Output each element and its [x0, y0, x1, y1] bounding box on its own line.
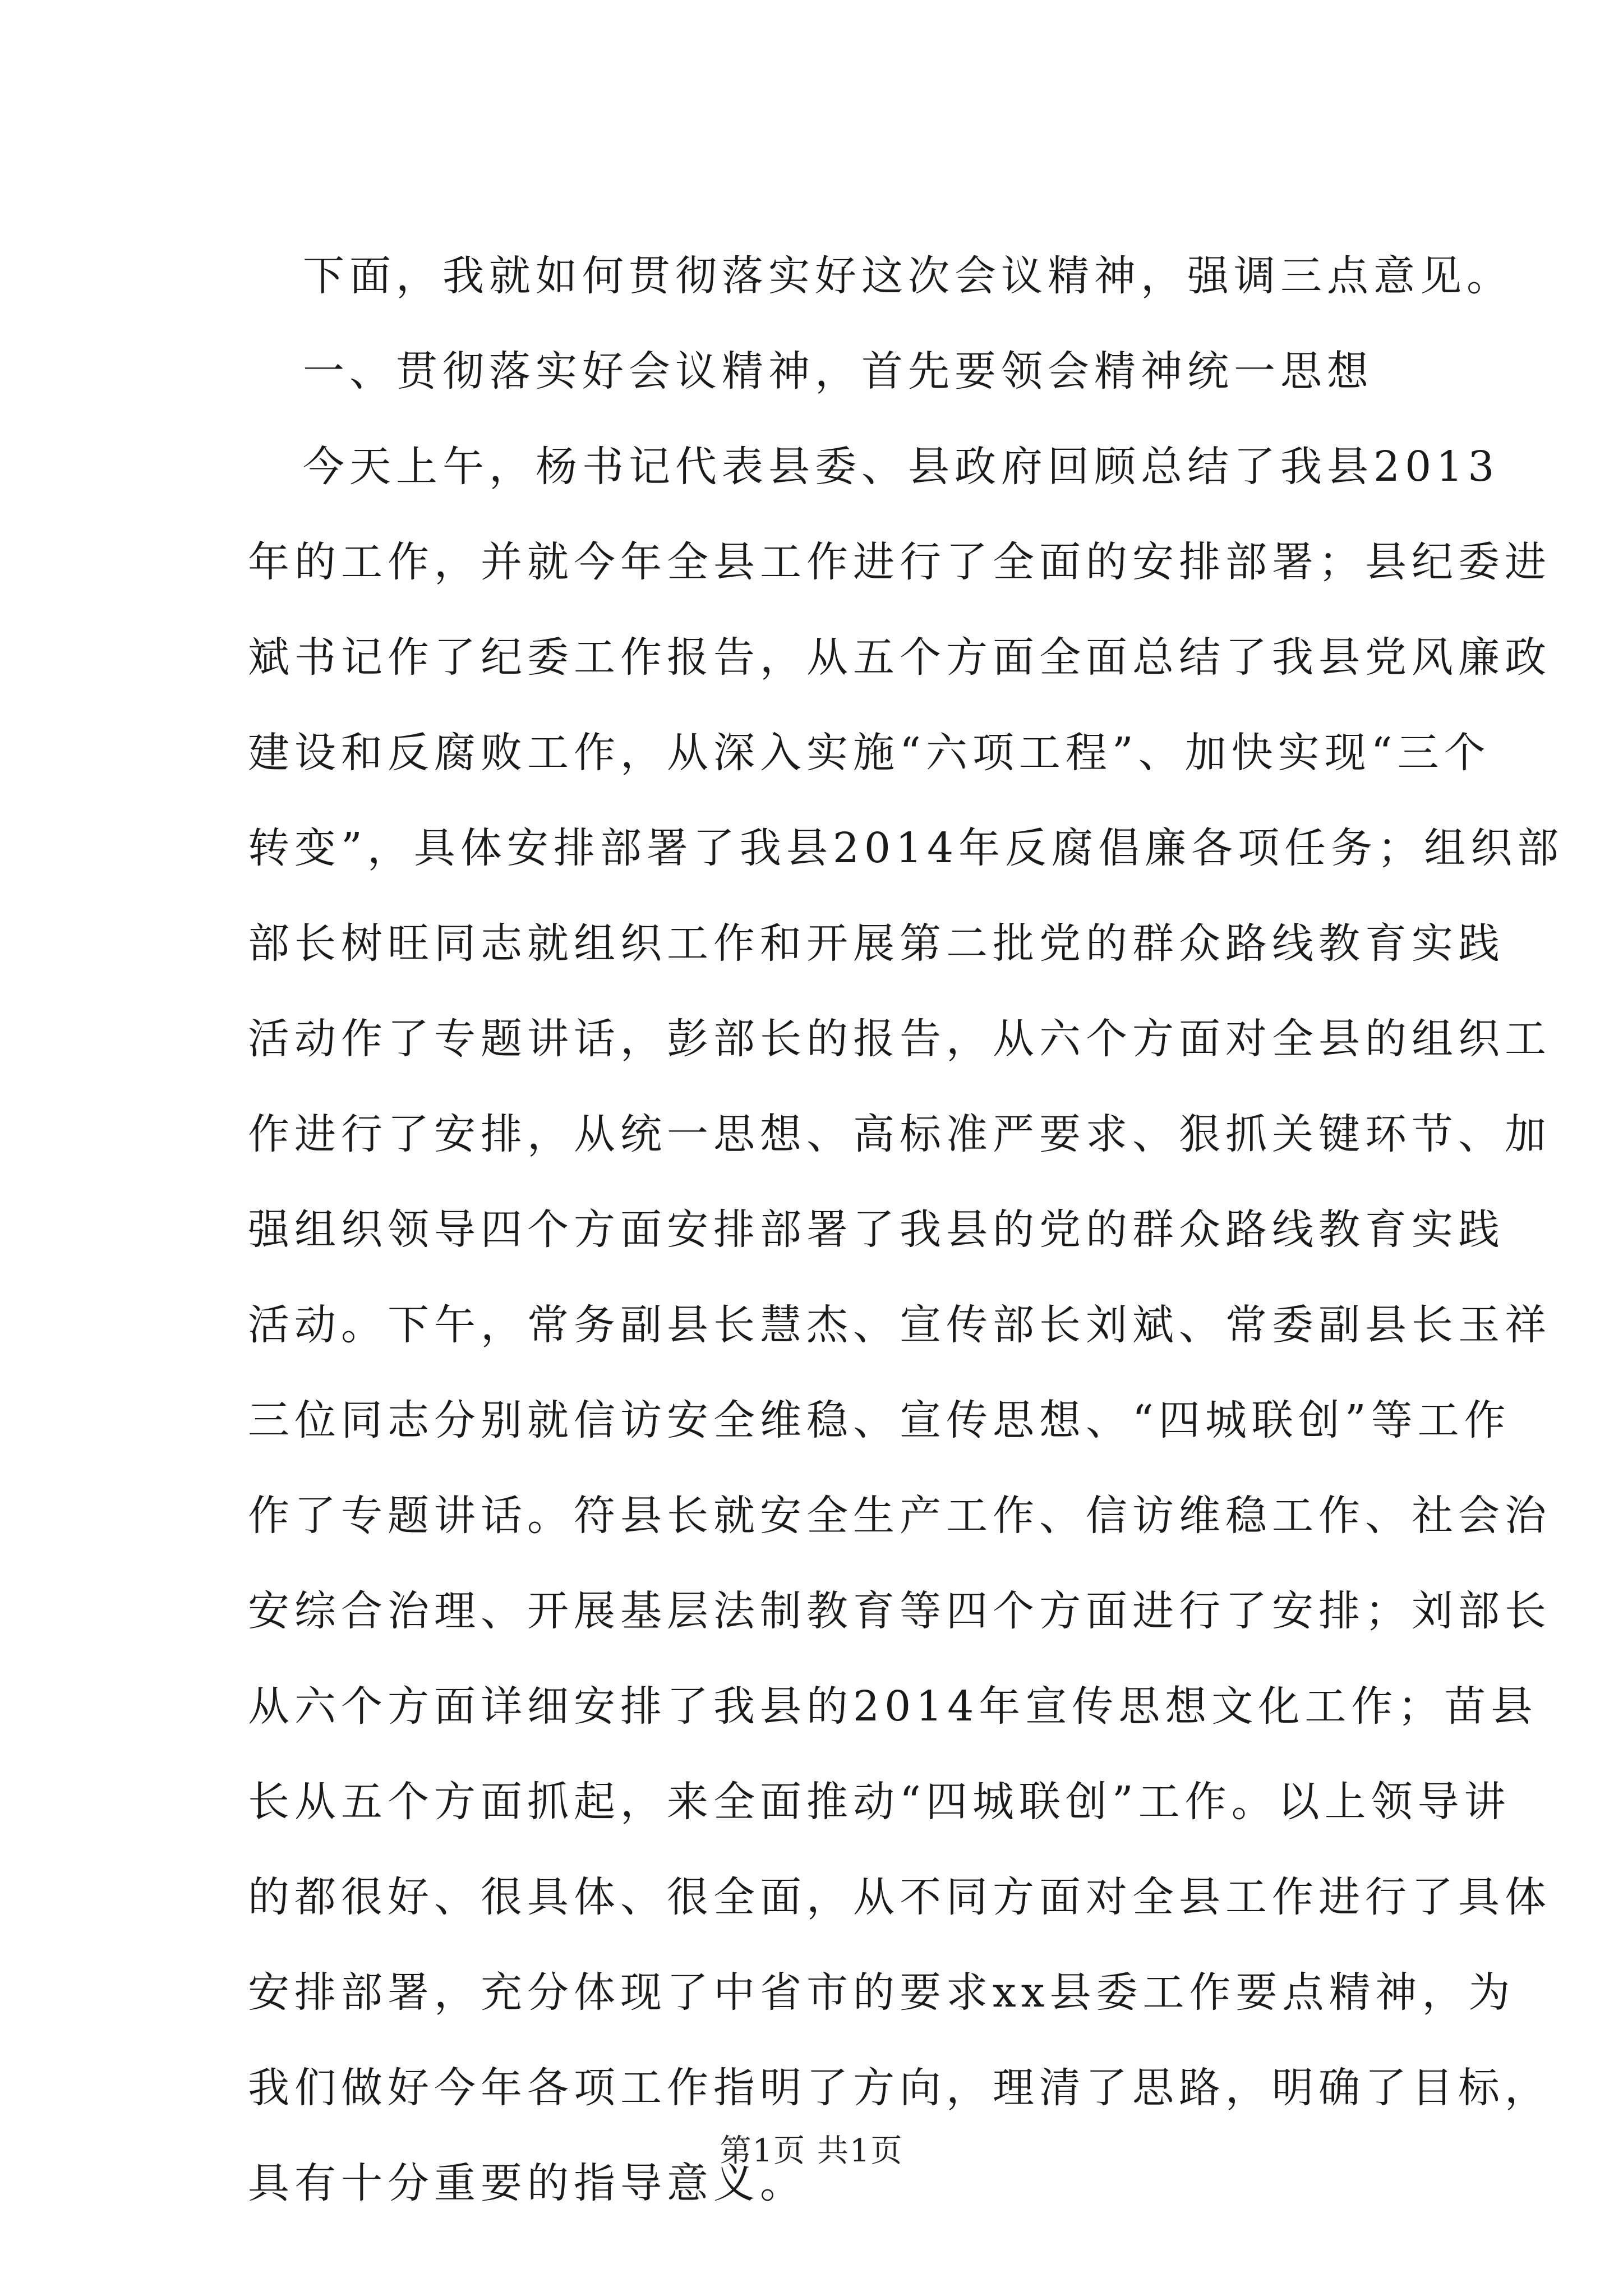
paragraph-intro: 下面，我就如何贯彻落实好这次会议精神，强调三点意见。 — [303, 252, 1513, 300]
body-line: 具有十分重要的指导意义。 — [248, 2159, 806, 2207]
body-line: 我们做好今年各项工作指明了方向，理清了思路，明确了目标， — [248, 2064, 1551, 2112]
body-line: 作了专题讲话。符县长就安全生产工作、信访维稳工作、社会治 — [248, 1492, 1551, 1540]
body-line: 长从五个方面抓起，来全面推动“四城联创”工作。以上领导讲 — [248, 1778, 1511, 1826]
body-line: 转变”，具体安排部署了我县2014年反腐倡廉各项任务；组织部 — [248, 824, 1564, 872]
body-line: 安排部署，充分体现了中省市的要求xx县委工作要点精神，为 — [248, 1968, 1515, 2017]
body-line: 今天上午，杨书记代表县委、县政府回顾总结了我县2013 — [303, 443, 1500, 491]
body-line: 斌书记作了纪委工作报告，从五个方面全面总结了我县党风廉政 — [248, 633, 1551, 682]
body-line: 建设和反腐败工作，从深入实施“六项工程”、加快实现“三个 — [248, 729, 1491, 777]
body-line: 活动作了专题讲话，彭部长的报告，从六个方面对全县的组织工 — [248, 1015, 1551, 1063]
body-line: 从六个方面详细安排了我县的2014年宣传思想文化工作；苗县 — [248, 1682, 1538, 1731]
body-line: 活动。下午，常务副县长慧杰、宣传部长刘斌、常委副县长玉祥 — [248, 1301, 1551, 1349]
body-line: 部长树旺同志就组织工作和开展第二批党的群众路线教育实践 — [248, 919, 1505, 968]
body-line: 安综合治理、开展基层法制教育等四个方面进行了安排；刘部长 — [248, 1587, 1551, 1635]
body-line: 作进行了安排，从统一思想、高标准严要求、狠抓关键环节、加 — [248, 1110, 1551, 1158]
body-line: 强组织领导四个方面安排部署了我县的党的群众路线教育实践 — [248, 1205, 1505, 1254]
section-heading-1: 一、贯彻落实好会议精神，首先要领会精神统一思想 — [303, 347, 1373, 395]
body-line: 三位同志分别就信访安全维稳、宣传思想、“四城联创”等工作 — [248, 1396, 1511, 1444]
body-line: 年的工作，并就今年全县工作进行了全面的安排部署；县纪委进 — [248, 538, 1551, 586]
body-line: 的都很好、很具体、很全面，从不同方面对全县工作进行了具体 — [248, 1873, 1551, 1921]
page-footer: 第1页 共1页 — [720, 2133, 903, 2169]
